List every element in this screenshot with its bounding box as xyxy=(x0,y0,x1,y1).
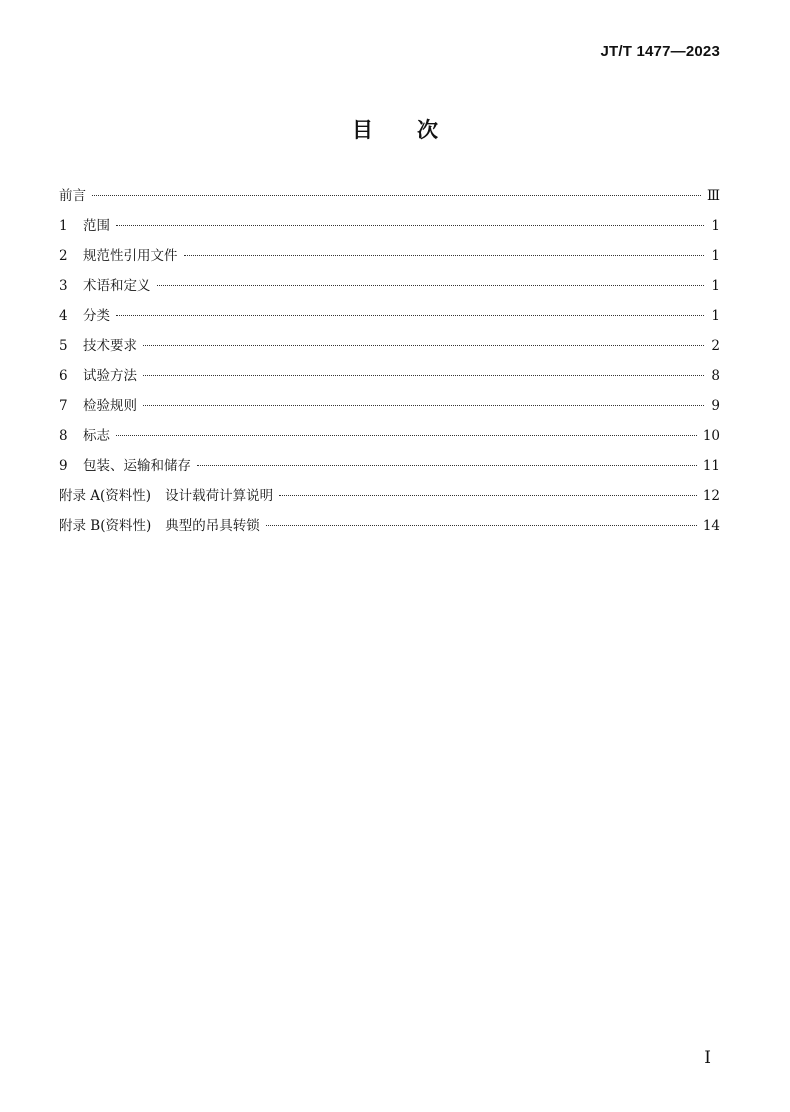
toc-dot-leader xyxy=(143,375,704,376)
toc-entry-1[interactable] xyxy=(59,211,720,241)
toc-entry-number: 5 xyxy=(59,338,68,354)
toc-entry-label: 分类 xyxy=(83,308,110,324)
toc-entry-page: 12 xyxy=(702,488,720,504)
toc-entry-9[interactable] xyxy=(59,451,720,481)
toc-entry-annex-b[interactable] xyxy=(59,511,720,541)
toc-entry-annex-a[interactable] xyxy=(59,481,720,511)
toc-dot-leader xyxy=(92,195,701,196)
toc-entry-5[interactable] xyxy=(59,331,720,361)
toc-entry-label: 试验方法 xyxy=(83,368,137,384)
page-number: I xyxy=(704,1048,711,1068)
toc-entry-page: 1 xyxy=(711,308,720,324)
toc-entry-number: 2 xyxy=(59,248,68,264)
page-title: 目次 xyxy=(352,118,482,142)
toc-dot-leader xyxy=(143,405,704,406)
toc-entry-label: 典型的吊具转锁 xyxy=(165,518,260,534)
toc-entry-6[interactable] xyxy=(59,361,720,391)
toc-entry-7[interactable] xyxy=(59,391,720,421)
toc-entry-label: 标志 xyxy=(83,428,110,444)
toc-entry-2[interactable] xyxy=(59,241,720,271)
toc-entry-8[interactable] xyxy=(59,421,720,451)
toc-dot-leader xyxy=(279,495,697,496)
toc-dot-leader xyxy=(197,465,697,466)
toc-dot-leader xyxy=(116,435,697,436)
toc-entry-number: 7 xyxy=(59,398,68,414)
toc-entry-number: 9 xyxy=(59,458,68,474)
toc-entry-label: 术语和定义 xyxy=(83,278,151,294)
table-of-contents xyxy=(59,181,720,541)
toc-entry-4[interactable] xyxy=(59,301,720,331)
toc-entry-label: 包装、运输和储存 xyxy=(83,458,191,474)
toc-entry-page: 1 xyxy=(711,278,720,294)
toc-entry-label: 前言 xyxy=(59,188,86,204)
toc-entry-label: 检验规则 xyxy=(83,398,137,414)
toc-entry-number: 6 xyxy=(59,368,68,384)
toc-entry-page: 14 xyxy=(702,518,720,534)
toc-dot-leader xyxy=(116,315,704,316)
toc-entry-label: 设计载荷计算说明 xyxy=(165,488,274,504)
toc-entry-number: 1 xyxy=(59,218,68,234)
toc-entry-number: 4 xyxy=(59,308,68,324)
toc-dot-leader xyxy=(184,255,705,256)
toc-entry-foreword[interactable] xyxy=(59,181,720,211)
toc-entry-page: 2 xyxy=(711,338,720,354)
toc-entry-page: 10 xyxy=(702,428,720,444)
toc-entry-page: Ⅲ xyxy=(706,188,720,204)
toc-entry-label: 技术要求 xyxy=(83,338,137,354)
toc-dot-leader xyxy=(266,525,697,526)
toc-entry-label: 范围 xyxy=(83,218,110,234)
toc-dot-leader xyxy=(157,285,705,286)
document-code: JT/T 1477—2023 xyxy=(600,43,720,60)
toc-annex-tag: 附录 B(资料性) xyxy=(59,518,152,534)
toc-annex-tag: 附录 A(资料性) xyxy=(59,488,152,504)
toc-dot-leader xyxy=(116,225,704,226)
toc-entry-label: 规范性引用文件 xyxy=(83,248,178,264)
toc-entry-page: 1 xyxy=(711,218,720,234)
toc-entry-page: 9 xyxy=(711,398,720,414)
toc-dot-leader xyxy=(143,345,704,346)
toc-entry-number: 8 xyxy=(59,428,68,444)
toc-entry-3[interactable] xyxy=(59,271,720,301)
toc-entry-page: 11 xyxy=(702,458,720,474)
toc-entry-page: 8 xyxy=(711,368,720,384)
toc-entry-number: 3 xyxy=(59,278,68,294)
toc-entry-page: 1 xyxy=(711,248,720,264)
